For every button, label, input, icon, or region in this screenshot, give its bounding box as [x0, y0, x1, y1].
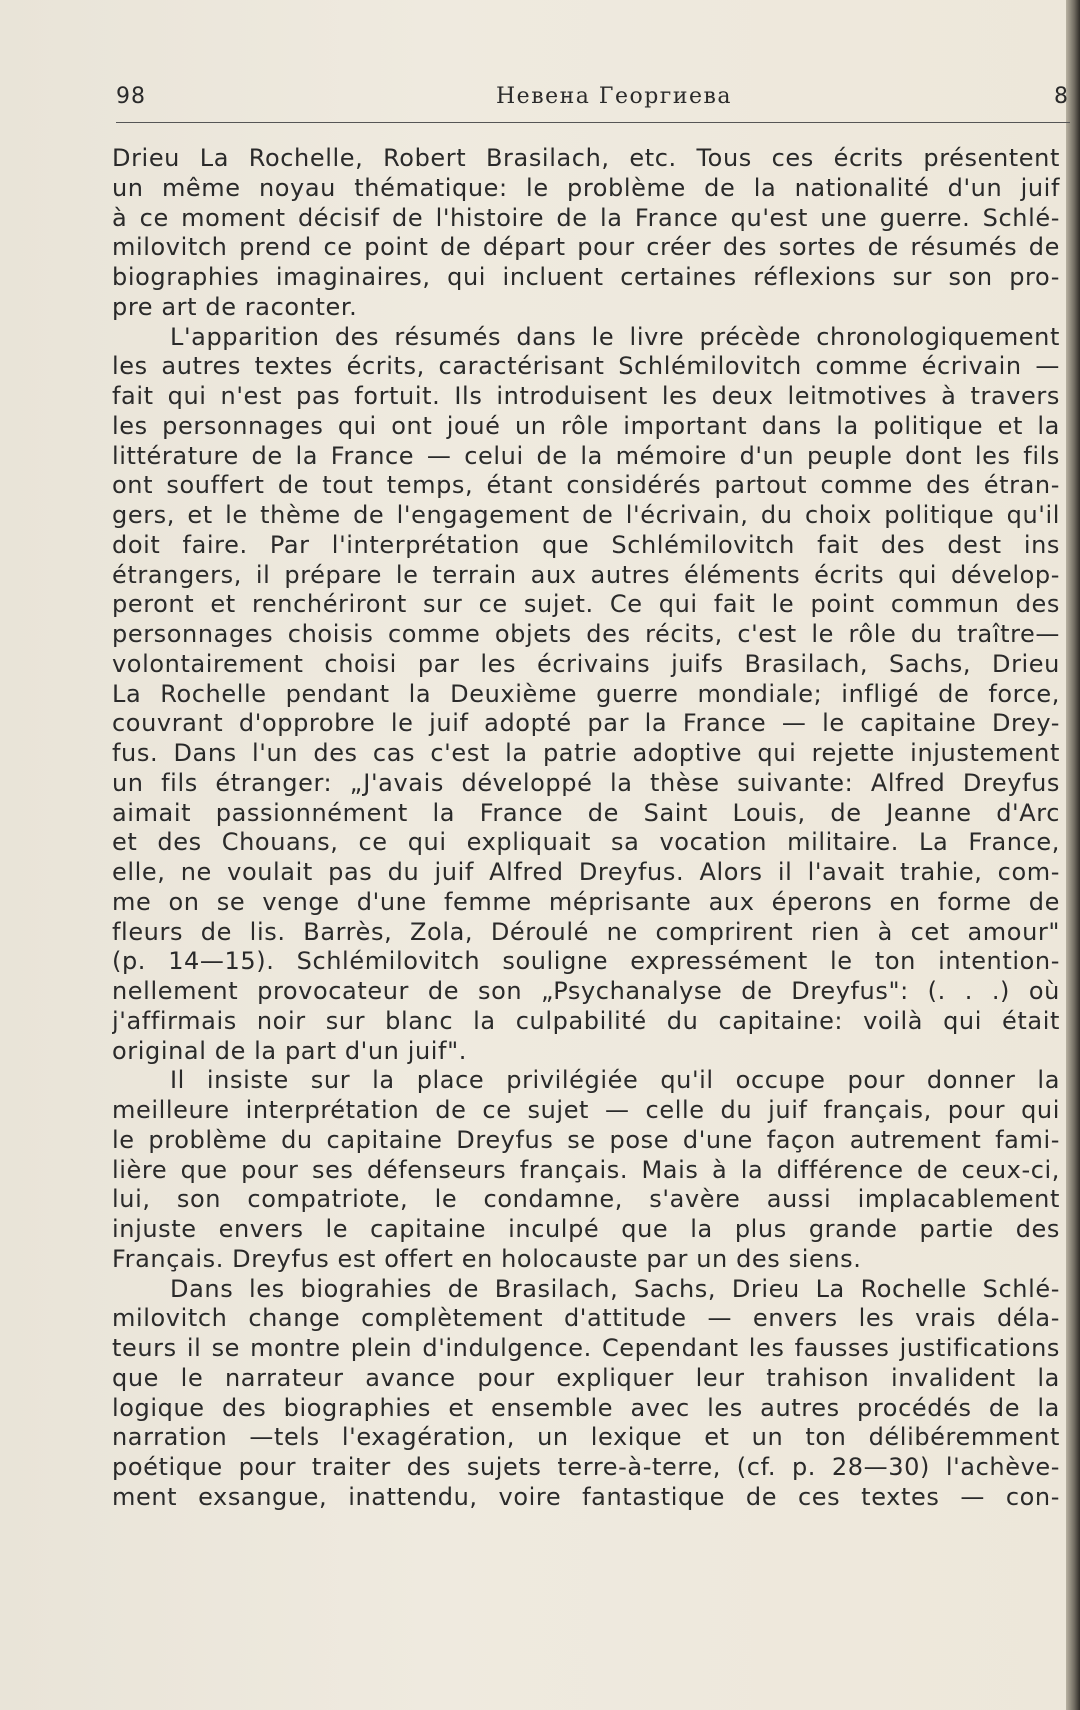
text-line: peront et renchériront sur ce sujet. Ce qui fait le point commun des	[112, 590, 1060, 619]
text-line: injuste envers le capitaine inculpé que la plus grande partie des	[112, 1215, 1060, 1243]
text-line: elle, ne voulait pas du juif Alfred Dreyfus. Alors il l'avait trahie, com-	[112, 858, 1060, 886]
text-line: original de la part d'un juif".	[112, 1036, 467, 1065]
text-line: nellement provocateur de son „Psychanalyse de Dreyfus": (. . .) où	[112, 977, 1060, 1005]
text-line: L'apparition des résumés dans le livre précède chronologiquement	[170, 322, 1060, 351]
text-line: fait qui n'est pas fortuit. Ils introduisent les deux leitmotives à travers	[112, 382, 1060, 410]
body-text	[112, 144, 1060, 1513]
text-line: milovitch prend ce point de départ pour créer des sortes de résumés de	[112, 233, 1060, 262]
header-edge-character: 8	[1054, 84, 1068, 109]
running-head: Невена Георгиева	[496, 84, 733, 109]
header-rule	[116, 122, 1070, 123]
text-line: fus. Dans l'un des cas c'est la patrie adoptive qui rejette injustement	[112, 739, 1060, 767]
text-line: le problème du capitaine Dreyfus se pose d'une façon autrement fami-	[112, 1125, 1060, 1154]
text-line: biographies imaginaires, qui incluent certaines réflexions sur son pro-	[112, 263, 1060, 291]
text-line: Il insiste sur la place privilégiée qu'il occupe pour donner la	[170, 1066, 1060, 1095]
text-line: personnages choisis comme objets des récits, c'est le rôle du traître—	[112, 620, 1060, 648]
text-line: couvrant d'opprobre le juif adopté par la France — le capitaine Drey-	[112, 709, 1060, 738]
text-line: poétique pour traiter des sujets terre-à-terre, (cf. p. 28—30) l'achève-	[112, 1453, 1060, 1481]
text-line: Dans les biograhies de Brasilach, Sachs, Drieu La Rochelle Schlé-	[170, 1274, 1060, 1303]
text-line: La Rochelle pendant la Deuxième guerre mondiale; infligé de force,	[112, 679, 1060, 708]
text-line: me on se venge d'une femme méprisante aux éperons en forme de	[112, 887, 1060, 916]
text-line: teurs il se montre plein d'indulgence. Cependant les fausses justifications	[112, 1334, 1060, 1362]
text-line: un fils étranger: „J'avais développé la thèse suivante: Alfred Dreyfus	[112, 768, 1060, 797]
text-line: ont souffert de tout temps, étant considérés partout comme des étran-	[112, 471, 1060, 500]
text-line: doit faire. Par l'interprétation que Schlémilovitch fait des dest ins	[112, 530, 1060, 559]
text-line: à ce moment décisif de l'histoire de la France qu'est une guerre. Schlé-	[112, 203, 1060, 232]
text-line: un même noyau thématique: le problème de la nationalité d'un juif	[112, 173, 1060, 202]
text-line: (p. 14—15). Schlémilovitch souligne expressément le ton intention-	[112, 947, 1060, 976]
page-number: 98	[116, 84, 146, 109]
page-header	[116, 82, 1072, 116]
page-binding-edge	[1066, 0, 1080, 1710]
text-line: Français. Dreyfus est offert en holocauste par un des siens.	[112, 1244, 862, 1273]
text-line: narration —tels l'exagération, un lexique et un ton délibéremment	[112, 1423, 1060, 1452]
text-line: lière que pour ses défenseurs français. Mais à la différence de ceux-ci,	[112, 1155, 1060, 1184]
text-line: les personnages qui ont joué un rôle important dans la politique et la	[112, 411, 1060, 440]
text-line: les autres textes écrits, caractérisant Schlémilovitch comme écrivain —	[112, 352, 1060, 381]
text-line: logique des biographies et ensemble avec les autres procédés de la	[112, 1393, 1060, 1422]
text-line: littérature de la France — celui de la mémoire d'un peuple dont les fils	[112, 441, 1060, 470]
text-line: Drieu La Rochelle, Robert Brasilach, etc. Tous ces écrits présentent	[112, 144, 1060, 172]
text-line: milovitch change complètement d'attitude — envers les vrais déla-	[112, 1304, 1060, 1333]
text-line: meilleure interprétation de ce sujet — celle du juif français, pour qui	[112, 1096, 1060, 1124]
text-line: pre art de raconter.	[112, 292, 358, 321]
text-line: étrangers, il prépare le terrain aux autres éléments écrits qui dévelop-	[112, 560, 1060, 589]
text-line: volontairement choisi par les écrivains juifs Brasilach, Sachs, Drieu	[112, 649, 1060, 678]
text-line: fleurs de lis. Barrès, Zola, Déroulé ne comprirent rien à cet amour"	[112, 917, 1060, 946]
text-line: et des Chouans, ce qui expliquait sa vocation militaire. La France,	[112, 828, 1060, 857]
text-line: ment exsangue, inattendu, voire fantastique de ces textes — con-	[112, 1482, 1060, 1511]
text-line: j'affirmais noir sur blanc la culpabilité du capitaine: voilà qui était	[112, 1006, 1060, 1035]
text-line: que le narrateur avance pour expliquer leur trahison invalident la	[112, 1363, 1060, 1392]
text-line: lui, son compatriote, le condamne, s'avère aussi implacablement	[112, 1185, 1060, 1214]
text-line: aimait passionnément la France de Saint Louis, de Jeanne d'Arc	[112, 798, 1060, 827]
text-line: gers, et le thème de l'engagement de l'écrivain, du choix politique qu'il	[112, 501, 1060, 529]
